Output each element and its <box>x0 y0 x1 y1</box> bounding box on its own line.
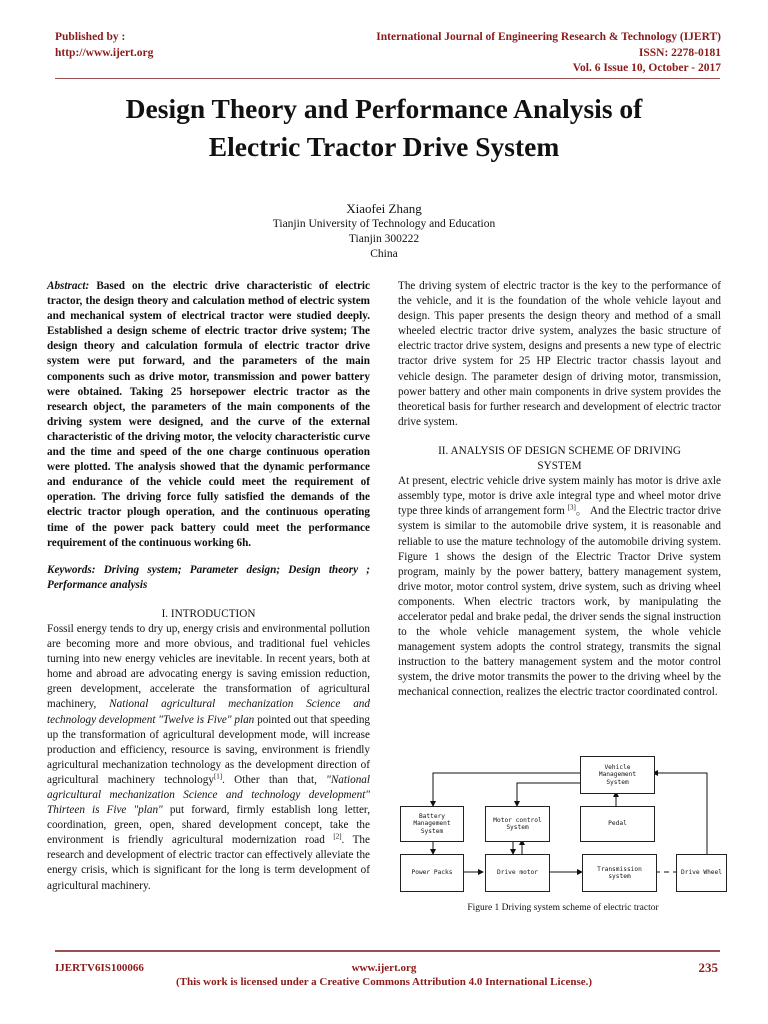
intro-italic-1: National agricultural mechanization Science and technology development "Twelve is Five" plan <box>47 698 370 726</box>
author-affiliation: Tianjin University of Technology and Education <box>272 218 496 230</box>
right-column <box>398 279 721 701</box>
header-rule <box>55 78 720 79</box>
power-packs-box: Power Packs <box>400 854 464 892</box>
arrow-vms-to-bms <box>433 773 580 806</box>
intro-italic-2: "National agricultural mechanization Science and technology development" Thirteen is Five "plan" <box>47 773 370 817</box>
intro-text-2: pointed out that speeding up the transformation of agricultural development mode, will increase production and efficiency, resource is saving, environment is friendly agricultural mechanization technology as the development direction of agricultural machinery technology <box>47 713 371 786</box>
arrow-vms-to-mcs <box>517 783 580 806</box>
motor-control-system-box: Motor control System <box>485 806 550 842</box>
drive-motor-box: Drive motor <box>485 854 550 892</box>
site-link[interactable]: http://www.ijert.org <box>55 47 154 59</box>
title-line-1: Design Theory and Performance Analysis of <box>125 93 643 124</box>
citation-3: [3] <box>567 503 576 512</box>
citation-2: [2] <box>333 832 342 841</box>
left-column <box>47 279 370 894</box>
intro-text-5: . The research and development of electric tractor can effectively alleviate the energy crisis, which is significant for the long is term development of agricultural machinery. <box>47 834 370 892</box>
author-country: China <box>370 248 398 260</box>
drive-wheel-box: Drive Wheel <box>676 854 727 892</box>
title-line-2: Electric Tractor Drive System <box>208 131 560 162</box>
keywords-text: Driving system; Parameter design; Design theory ; Performance analysis <box>47 563 370 591</box>
transmission-system-box: Transmission system <box>582 854 657 892</box>
author-block <box>0 200 768 262</box>
right-intro-paragraph: The driving system of electric tractor is the key to the performance of the vehicle, and it is the foundation of the whole vehicle layout and design. This paper presents the design theory and method of a small wheeled electric tractor drive system, analyzes the basic structure of electric tractor drive system, designs and presents a new type of electric tractor drive system for 25 HP Electric tractor chassis layout and vehicle design. The parameter design of driving motor, transmission, power battery and other main components in drive system provides the theoretical basis for further research and development of electric tractor drive system. <box>398 280 721 428</box>
publisher-label: Published by : <box>55 31 126 43</box>
keywords-label: Keywords: <box>47 563 96 576</box>
section-2-heading-line-1: II. ANALYSIS OF DESIGN SCHEME OF DRIVING <box>438 444 681 457</box>
volume-issue: Vol. 6 Issue 10, October - 2017 <box>572 62 721 74</box>
intro-text-3: . Other than that, <box>222 773 317 786</box>
intro-text-4: put forward, firmly establish long letter, coordination, green, open, shared development concept, take the environment is friendly agricultural modernization road <box>47 804 371 847</box>
figure-1-caption: Figure 1 Driving system scheme of electric tractor <box>467 903 659 913</box>
license-notice: (This work is licensed under a Creative Commons Attribution 4.0 International License.) <box>175 976 593 988</box>
author-name: Xiaofei Zhang <box>346 201 422 216</box>
vehicle-management-system-box: Vehicle Management System <box>580 756 655 794</box>
section-2-text-1: At present, electric vehicle drive system mainly has motor is drive axle assembly type, motor is drive axle integral type and wheel motor drive type three kinds of arrangement form <box>398 475 721 518</box>
section-2-heading-line-2: SYSTEM <box>537 460 582 473</box>
footer-rule <box>55 950 720 952</box>
paper-id: IJERTV6IS100066 <box>55 962 144 974</box>
section-2-heading <box>398 444 721 474</box>
keywords <box>47 563 370 593</box>
paper-title <box>0 90 768 166</box>
abstract-label: Abstract: <box>47 280 90 292</box>
intro-text-1: Fossil energy tends to dry up, energy crisis and environmental pollution are becoming more and more obvious, and traditional fuel vehicles turning into new energy vehicles are inevitable. In recent years, both at home and abroad are advocating energy is saving emission reduction, green development, accelerate the transformation of agricultural machinery, <box>47 622 370 711</box>
section-1-heading: I. INTRODUCTION <box>161 607 256 620</box>
citation-1: [1] <box>213 772 223 781</box>
arrow-wheel-to-vms <box>653 773 707 854</box>
section-2-text-1-end: 。 <box>575 505 588 518</box>
figure-1 <box>398 752 728 902</box>
footer-url[interactable]: www.ijert.org <box>351 962 417 974</box>
author-city: Tianjin 300222 <box>348 233 420 245</box>
journal-name: International Journal of Engineering Research & Technology (IJERT) <box>376 31 721 43</box>
section-2-paragraph <box>398 474 721 700</box>
pedal-box: Pedal <box>580 806 655 842</box>
section-2-text-2: And the Electric tractor drive system is similar to the automobile drive system, it is reasonable and reliable to use the mature technology of the automobile driving system. Figure 1 shows the design of the Electric Tractor Drive system program, mainly by the power battery, battery management system, drive motor, motor control system, drive system, such as driving wheel components. When electric tractors work, by manipulating the accelerator pedal and brake pedal, the driver sends the signal instruction to the whole vehicle management system, the whole vehicle management system adopts the control strategy, transmits the signal instruction to the battery management system and the motor control system, the drive motor transmits the power to the driving wheel by the mechanical connection, realizes the electric tractor coordinated control. <box>398 505 722 699</box>
page-number: 235 <box>698 960 718 975</box>
abstract-text: Based on the electric drive characteristic of electric tractor, the design theory and calculation method of electric system and mechanical system of electrical tractor were studied deeply. Established a design scheme of electric tractor drive system; The design theory and calculation formula of electric tractor drive system were put forward, and the parameters of the main components such as drive motor, transmission and power battery were obtained. Taking 25 horsepower electric tractor as the research object, the parameters of the main components of the driving system were designed, and the curve of the external characteristic of the driving motor, the velocity characteristic curve and the time and speed of the one charge continuous operation were plotted. The analysis showed that the dynamic performance and endurance of the vehicle could meet the requirement of operation. The driving force fully satisfied the demands of the electric tractor plough operation, and the continuous operating time of the power pack battery could meet the performance requirement of the continuous working 6h. <box>47 280 371 549</box>
intro-paragraph <box>47 622 370 894</box>
issn: ISSN: 2278-0181 <box>638 47 721 59</box>
abstract <box>47 279 370 551</box>
battery-management-system-box: Battery Management System <box>400 806 464 842</box>
